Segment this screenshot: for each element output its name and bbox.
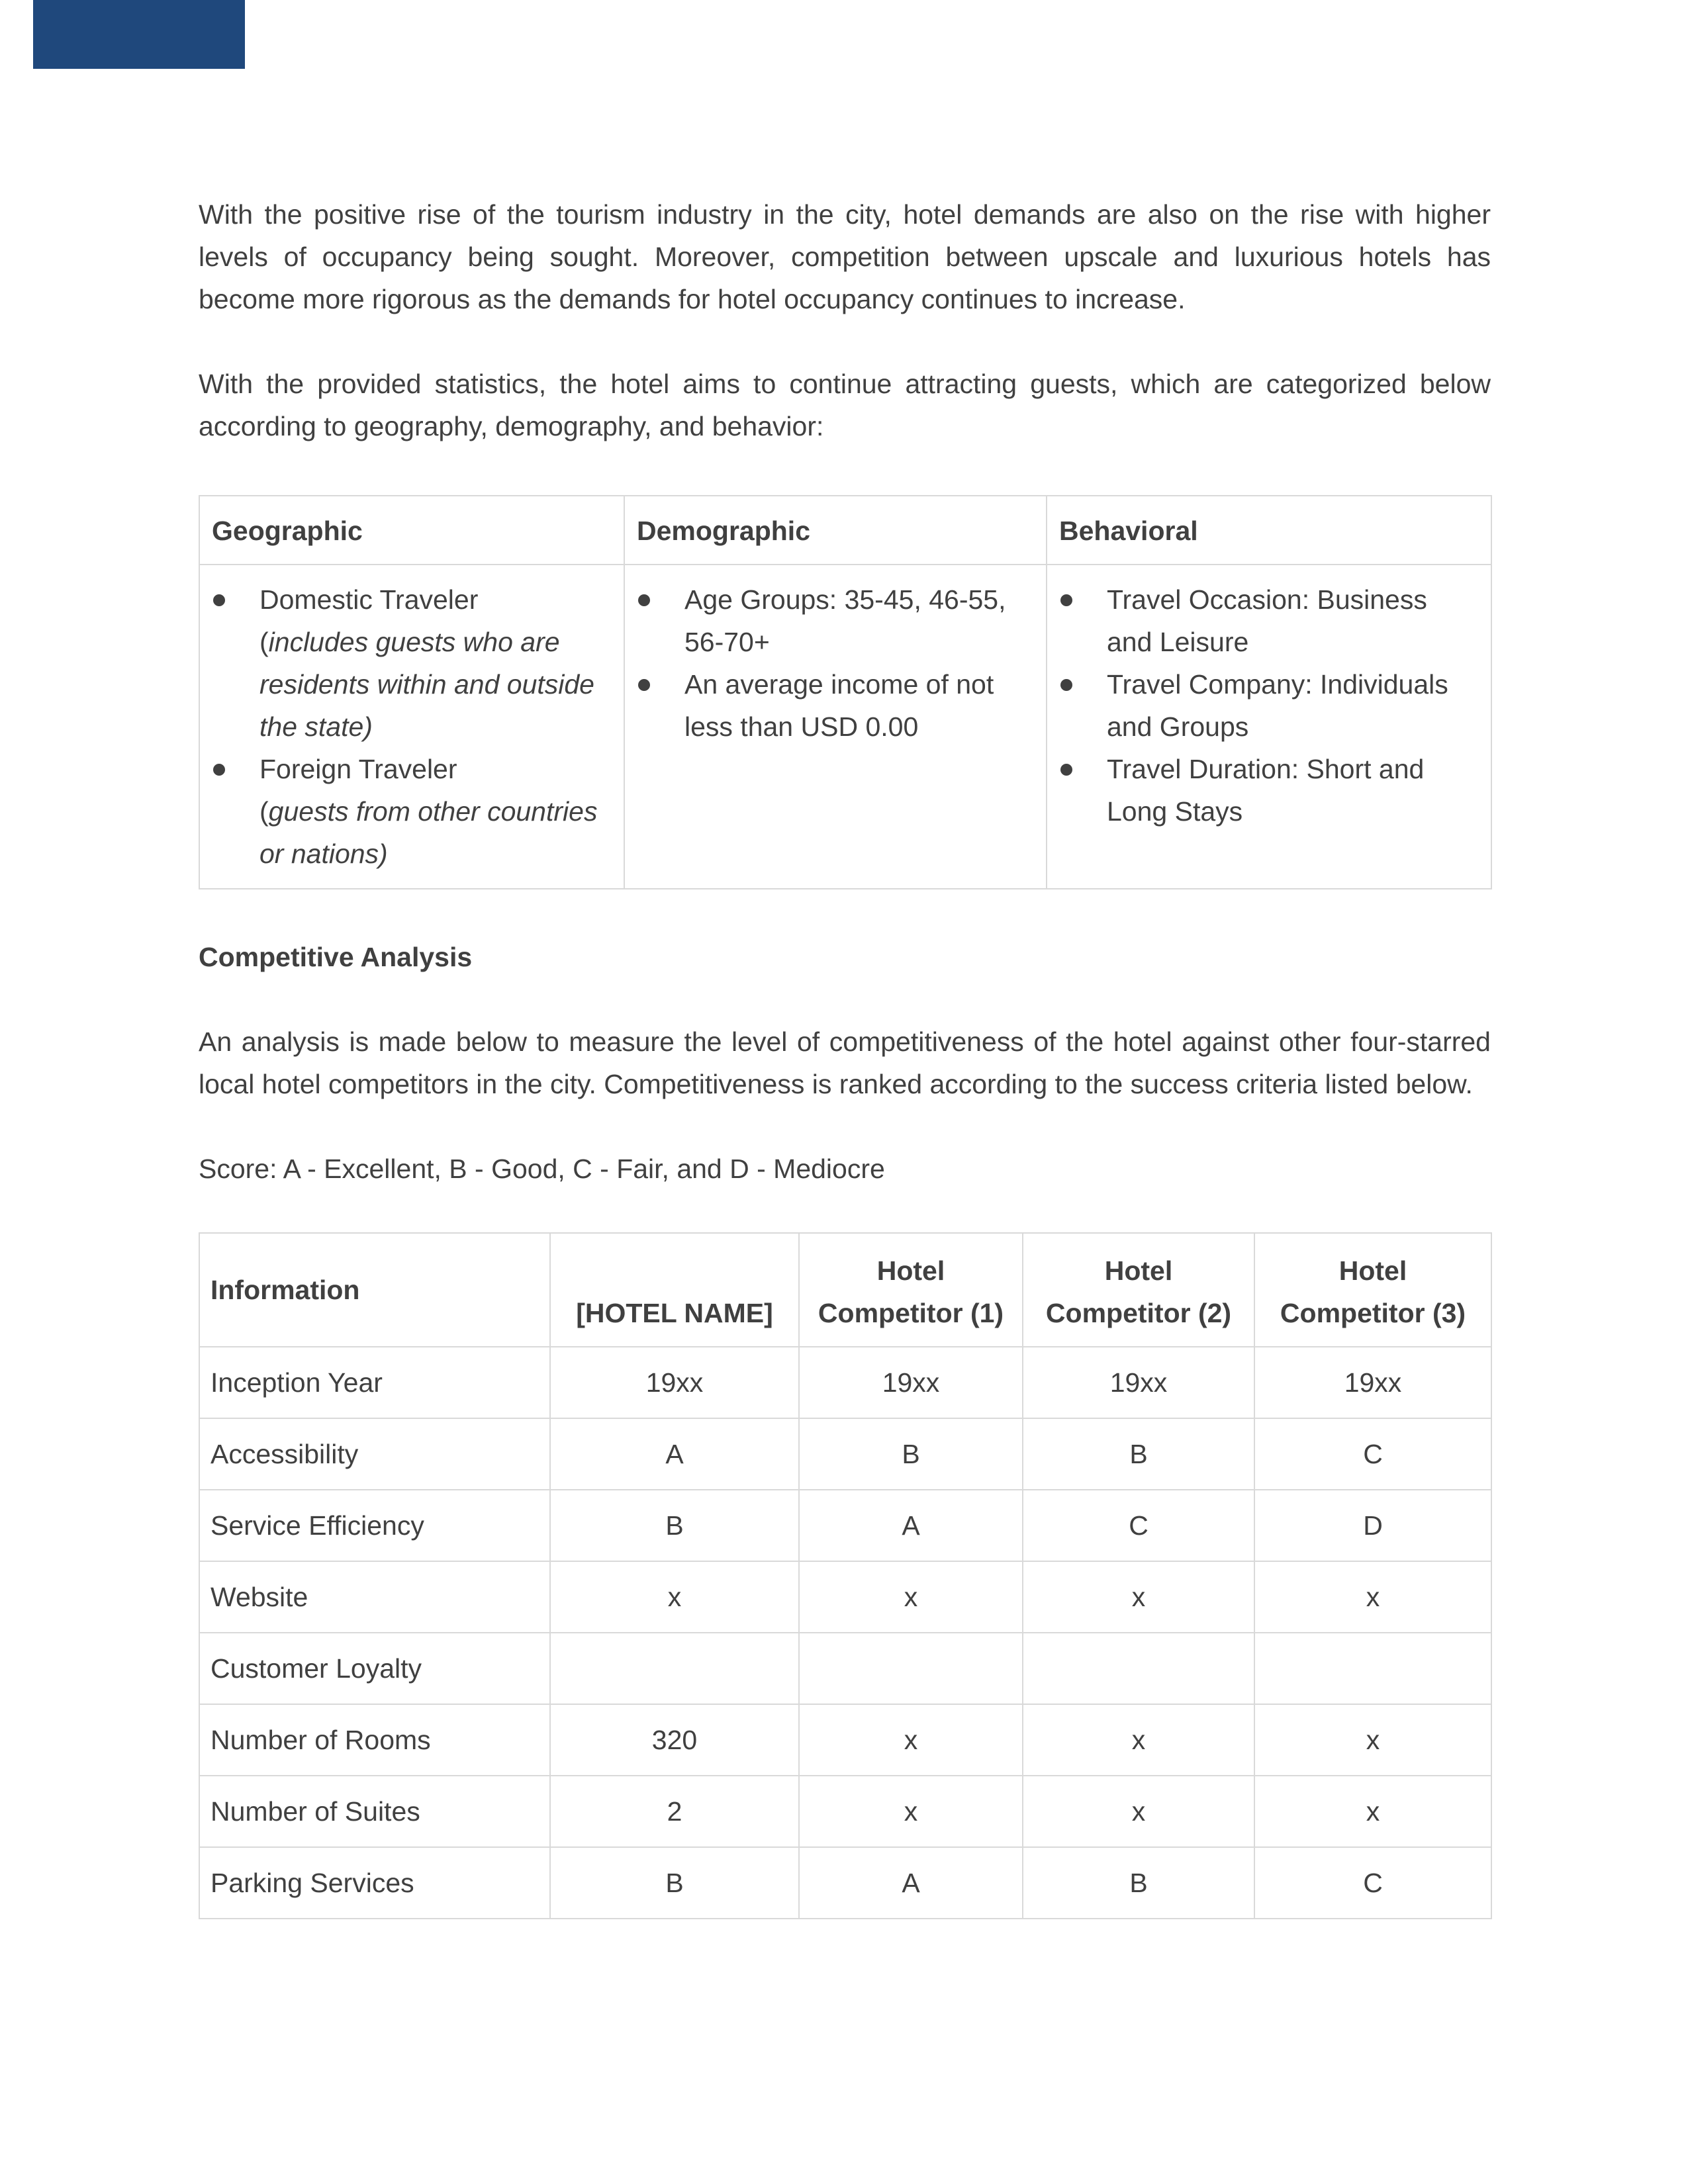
geographic-item-note-open: (	[259, 796, 269, 827]
table-cell: x	[1254, 1704, 1491, 1776]
list-item: Age Groups: 35-45, 46-55, 56-70+	[637, 578, 1034, 663]
geographic-item-note-open: (	[259, 627, 269, 657]
intro-paragraph-2: With the provided statistics, the hotel aims to continue attracting guests, which are categorized below according to geography, demography, and behavior:	[199, 369, 1491, 441]
table-cell	[1254, 1633, 1491, 1704]
table-cell	[1023, 1633, 1254, 1704]
table-cell: D	[1254, 1490, 1491, 1561]
table-cell: 19xx	[799, 1347, 1023, 1418]
geographic-item-note: guests from other countries or nations)	[259, 796, 598, 869]
behavioral-list	[1059, 578, 1479, 833]
table-cell: B	[550, 1490, 799, 1561]
table-row	[199, 1704, 1491, 1776]
demographic-header: Demographic	[624, 496, 1047, 565]
competitive-analysis-heading: Competitive Analysis	[199, 942, 473, 972]
page-content	[199, 193, 1491, 1919]
competitive-header-row	[199, 1233, 1491, 1347]
geographic-item-text: Foreign Traveler	[259, 754, 457, 784]
table-row	[199, 1347, 1491, 1418]
table-cell: x	[550, 1561, 799, 1633]
list-item	[212, 578, 612, 748]
table-cell	[550, 1633, 799, 1704]
table-cell: C	[1254, 1847, 1491, 1919]
table-cell: 19xx	[1023, 1347, 1254, 1418]
header-accent-bar	[33, 0, 245, 69]
competitor-2-header: Hotel Competitor (2)	[1023, 1233, 1254, 1347]
table-row	[199, 1418, 1491, 1490]
table-cell: x	[799, 1704, 1023, 1776]
demographic-list	[637, 578, 1034, 748]
table-row	[199, 1847, 1491, 1919]
row-label: Service Efficiency	[199, 1490, 550, 1561]
list-item: Travel Company: Individuals and Groups	[1059, 663, 1479, 748]
geographic-list	[212, 578, 612, 875]
segmentation-header-row	[199, 496, 1491, 565]
competitive-analysis-paragraph: An analysis is made below to measure the level of competitiveness of the hotel against other four-starred local hotel competitors in the city. Competitiveness is ranked according to the success criteria listed below.	[199, 1026, 1491, 1099]
intro-paragraph-1: With the positive rise of the tourism industry in the city, hotel demands are also on the rise with higher levels of occupancy being sought. Moreover, competition between upscale and luxurious hotels has become more rigorous as the demands for hotel occupancy continues to increase.	[199, 199, 1491, 314]
row-label: Accessibility	[199, 1418, 550, 1490]
table-cell	[799, 1633, 1023, 1704]
list-item: An average income of not less than USD 0.00	[637, 663, 1034, 748]
table-cell: x	[1254, 1561, 1491, 1633]
table-row	[199, 1490, 1491, 1561]
row-label: Number of Rooms	[199, 1704, 550, 1776]
demographic-cell	[624, 565, 1047, 889]
row-label: Number of Suites	[199, 1776, 550, 1847]
table-cell: x	[1023, 1704, 1254, 1776]
segmentation-body-row	[199, 565, 1491, 889]
segmentation-table	[199, 495, 1492, 889]
table-cell: B	[550, 1847, 799, 1919]
table-cell: x	[1023, 1776, 1254, 1847]
table-cell: 19xx	[1254, 1347, 1491, 1418]
list-item	[212, 748, 612, 875]
information-header: Information	[199, 1233, 550, 1347]
table-cell: x	[799, 1561, 1023, 1633]
table-cell: 19xx	[550, 1347, 799, 1418]
geographic-item-note: includes guests who are residents within and outside the state)	[259, 627, 594, 742]
geographic-item-text: Domestic Traveler	[259, 584, 479, 615]
geographic-cell	[199, 565, 624, 889]
table-cell: x	[1254, 1776, 1491, 1847]
competitive-analysis-table	[199, 1232, 1492, 1919]
list-item: Travel Duration: Short and Long Stays	[1059, 748, 1479, 833]
geographic-header: Geographic	[199, 496, 624, 565]
table-row	[199, 1633, 1491, 1704]
table-cell: B	[799, 1418, 1023, 1490]
table-cell: C	[1254, 1418, 1491, 1490]
score-legend: Score: A - Excellent, B - Good, C - Fair, and D - Mediocre	[199, 1154, 885, 1184]
table-cell: 2	[550, 1776, 799, 1847]
table-cell: A	[799, 1490, 1023, 1561]
row-label: Parking Services	[199, 1847, 550, 1919]
table-cell: A	[550, 1418, 799, 1490]
table-row	[199, 1561, 1491, 1633]
row-label: Inception Year	[199, 1347, 550, 1418]
table-row	[199, 1776, 1491, 1847]
row-label: Customer Loyalty	[199, 1633, 550, 1704]
row-label: Website	[199, 1561, 550, 1633]
table-cell: x	[799, 1776, 1023, 1847]
table-cell: 320	[550, 1704, 799, 1776]
behavioral-header: Behavioral	[1047, 496, 1491, 565]
list-item: Travel Occasion: Business and Leisure	[1059, 578, 1479, 663]
table-cell: A	[799, 1847, 1023, 1919]
table-cell: B	[1023, 1847, 1254, 1919]
competitor-3-header: Hotel Competitor (3)	[1254, 1233, 1491, 1347]
table-cell: B	[1023, 1418, 1254, 1490]
hotel-name-header: [HOTEL NAME]	[550, 1233, 799, 1347]
competitor-1-header: Hotel Competitor (1)	[799, 1233, 1023, 1347]
table-cell: x	[1023, 1561, 1254, 1633]
table-cell: C	[1023, 1490, 1254, 1561]
behavioral-cell	[1047, 565, 1491, 889]
